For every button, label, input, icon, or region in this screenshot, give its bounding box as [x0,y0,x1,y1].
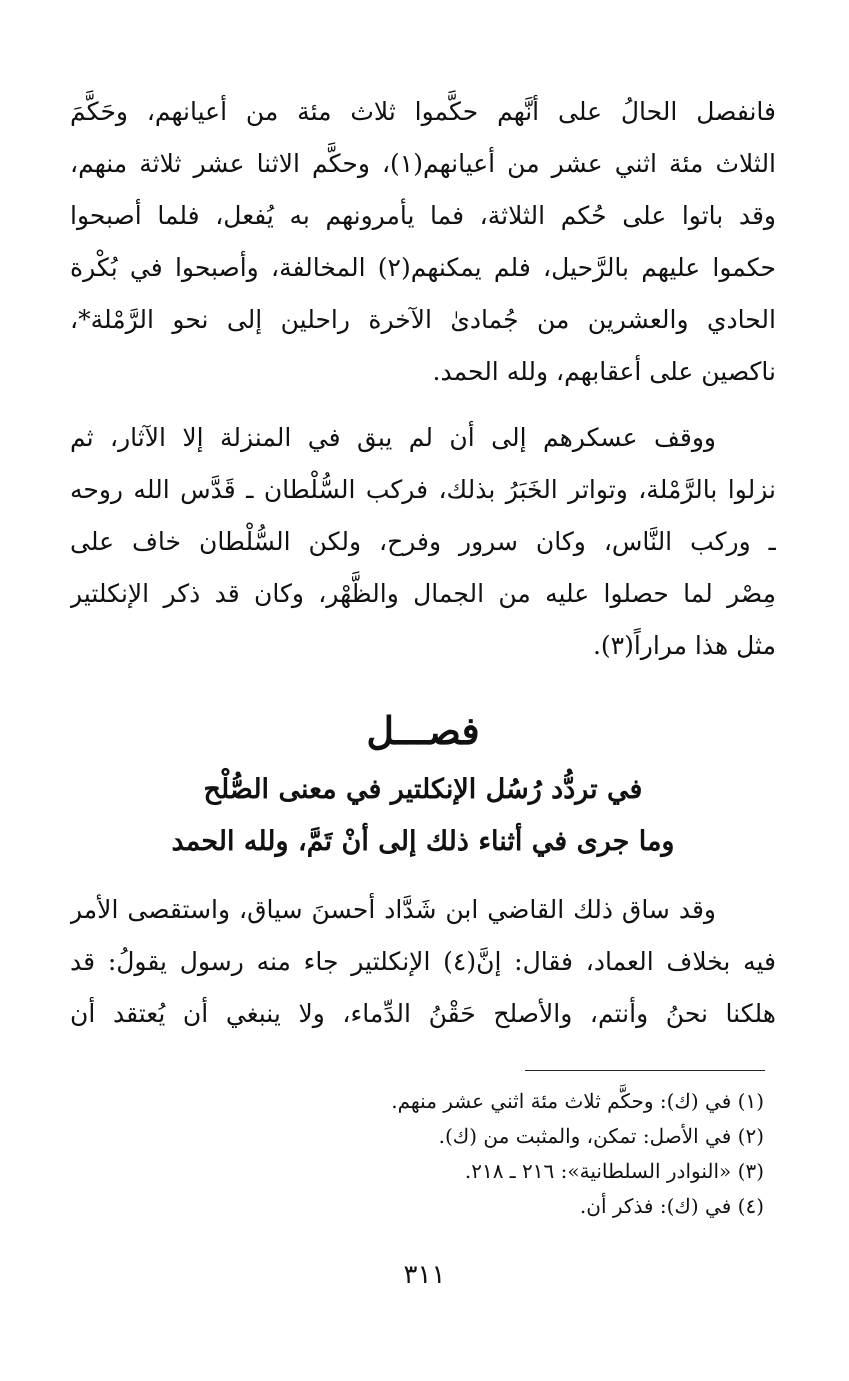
section-heading [70,698,776,868]
footnote-divider [525,1070,765,1071]
text-line: حكموا عليهم بالرَّحيل، فلم يمكنهم(٢) المخالفة، وأصبحوا في بُكْرة [70,253,776,282]
footnote: (٤) في (ك): فذكر أن. [579,1194,764,1218]
paragraph-2 [70,412,776,672]
footnote: (٢) في الأصل: تمكن، والمثبت من (ك). [438,1124,764,1148]
footnote: (٣) «النوادر السلطانية»: ٢١٦ ـ ٢١٨. [464,1159,764,1183]
text-line: ـ وركب النَّاس، وكان سرور وفرح، ولكن السُّلْطان خاف على [70,527,776,556]
text-line: وقد باتوا على حُكم الثلاثة، فما يأمرونهم به يُفعل، فلما أصبحوا [70,201,776,230]
text-line: فانفصل الحالُ على أنَّهم حكَّموا ثلاث مئة من أعيانهم، وحَكَّمَ [70,97,776,126]
footnote: (١) في (ك): وحكَّم ثلاث مئة اثني عشر منهم. [391,1089,764,1113]
section-title: فصـــل [366,708,480,753]
section-subtitle: وما جرى في أثناء ذلك إلى أنْ تَمَّ، ولله الحمد [171,826,675,857]
text-line: فيه بخلاف العماد، فقال: إنَّ(٤) الإنكلتير جاء منه رسول يقولُ: قد [70,947,776,976]
text-line: نزلوا بالرَّمْلة، وتواتر الخَبَرُ بذلك، فركب السُّلْطان ـ قَدَّس الله روحه [70,475,776,504]
footnotes [70,1084,764,1224]
text-line: مِصْر لما حصلوا عليه من الجمال والظَّهْر، وكان قد ذكر الإنكلتير [70,579,776,608]
page-number: ٣١١ [403,1260,446,1290]
text-line: مثل هذا مراراً(٣). [592,631,776,660]
paragraph-1 [70,86,776,398]
text-line: هلكنا نحنُ وأنتم، والأصلح حَقْنُ الدِّماء، ولا ينبغي أن يُعتقد أن [70,999,776,1028]
text-line: الثلاث مئة اثني عشر من أعيانهم(١)، وحكَّم الاثنا عشر ثلاثة منهم، [70,149,776,178]
text-line: ووقف عسكرهم إلى أن لم يبق في المنزلة إلا الآثار، ثم [70,423,716,452]
text-line: وقد ساق ذلك القاضي ابن شَدَّاد أحسنَ سياق، واستقصى الأمر [70,895,716,924]
paragraph-3 [70,884,776,1040]
text-line: الحادي والعشرين من جُمادىٰ الآخرة راحلين إلى نحو الرَّمْلة*، [70,305,776,334]
section-subtitle: في تردُّد رُسُل الإنكلتير في معنى الصُّلْح [203,774,643,805]
text-line: ناكصين على أعقابهم، ولله الحمد. [432,357,776,386]
